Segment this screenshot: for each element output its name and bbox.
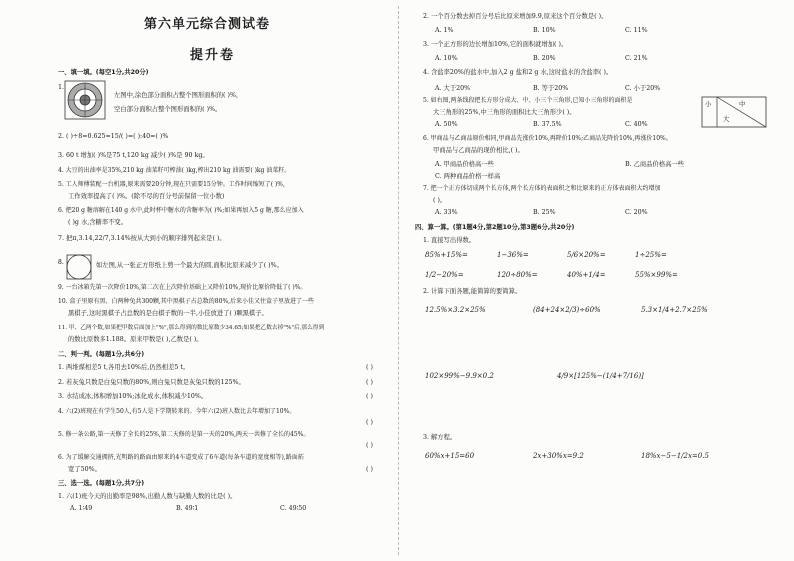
choice-3-option-c[interactable]: C. 21% (625, 55, 648, 62)
page-subtitle: 提升卷 (190, 48, 236, 63)
oral-7: 40%+1/4= (567, 271, 606, 279)
section-choose: 三、选一选。(每题1分,共7分) (58, 480, 145, 487)
column-divider (398, 6, 399, 555)
q11-line-a: 11. 甲、乙两个数,如果把甲数后面加上"%",那么得到的数比原数少34.65;如果把乙数去掉"%"后,那么得到 (58, 325, 325, 331)
choice-3-option-a[interactable]: A. 10% (435, 55, 458, 62)
oral-8: 55%×99%= (635, 271, 678, 279)
left-column (58, 0, 393, 561)
right-column (405, 0, 785, 561)
judge-5: 5. 修一条公路,第一天修了全长的25%,第二天修的是第一天的20%,两天一共修了全长的45%。 (58, 431, 310, 438)
choice-5-line-a: 5. 如右图,两条线段把长方形分成大、中、小三个三角形,已知小三角形的面积是 (423, 97, 633, 104)
q10-line-a: 10. 盒子里原有黑、白两种兔共300颗,其中黑棋子占总数的80%,后来小佳又往盒子里放进了一些 (58, 298, 315, 305)
judge-6-line-b: 宽了50%。 (68, 466, 101, 473)
choice-3: 3. 一个正方形的边长增加10%,它的面积就增加( )。 (423, 41, 568, 48)
choice-1: 1. 六(1)班今天的出勤率是98%,出勤人数与缺勤人数的比是( )。 (58, 493, 237, 500)
calc-4: 102×99%−9.9×0.2 (425, 372, 494, 380)
calc-1: 12.5%×3.2×25% (425, 306, 486, 314)
q5-line-a: 5. 工人师傅装配一台机器,原来需要20分钟,现在只需要15分钟。工作时间缩短了( )%, (58, 181, 285, 188)
square-circle-figure (58, 254, 92, 280)
q11-line-b: 的数比原数多1.188。原来甲数是( ),乙数是( )。 (68, 336, 203, 343)
q7: 7. 把π,3.14,22/7,3.14%按从大到小的顺序排列起来是( )。 (58, 235, 226, 242)
choice-5-option-c[interactable]: C. 40% (625, 121, 648, 128)
choice-6-option-b[interactable]: B. 乙商品价格高一些 (625, 161, 685, 168)
q1-line-a: 左图中,涂色部分面积占整个图形面积的( )%, (114, 92, 238, 99)
choice-4-option-b[interactable]: B. 等于20% (533, 85, 569, 92)
judge-2: 2. 若灰兔只数是白兔只数的80%,则白兔只数是灰兔只数的125%。 (58, 379, 245, 386)
oral-1: 85%+15%= (425, 251, 468, 259)
oral-2: 1−36%= (497, 251, 529, 259)
calc-3: 5.3×1/4+2.7×25% (641, 306, 708, 314)
judge-2-blank[interactable]: ( ) (366, 379, 373, 386)
choice-5-option-b[interactable]: B. 37.5% (533, 121, 562, 128)
choice-1-option-c[interactable]: C. 49∶50 (280, 505, 307, 512)
equation-3: 18%x−5−1/2x=0.5 (641, 452, 709, 460)
concentric-circle-figure (64, 80, 110, 120)
choice-7-line-b: ( )。 (433, 197, 447, 204)
calc-2: (84+24×2/3)÷60% (533, 306, 601, 314)
judge-4-blank[interactable]: ( ) (366, 419, 373, 426)
judge-6-blank[interactable]: ( ) (366, 466, 373, 473)
section-fill: 一、填一填。(每空1分,共20分) (58, 69, 149, 76)
svg-text:8.: 8. (58, 259, 64, 266)
q8: 如左图,从一张正方形纸上剪一个最大的圆,面积比原来减少了( )%。 (96, 262, 283, 269)
calc-5: 4/9×[125%−(1/4+7/16)] (557, 372, 644, 380)
q6-line-a: 6. 把20 g 糖溶解在140 g 水中,此时杯中糖水的含糖率为( )%;如果再加入5 g 糖,那么应加入 (58, 207, 304, 214)
section-calc: 四、算一算。(第1题4分,第2题10分,第3题6分,共20分) (415, 224, 575, 231)
choice-5-option-a[interactable]: A. 50% (435, 121, 458, 128)
q2: 2. ( )÷8=0.625=15/( )=( ):40=( )% (58, 133, 169, 140)
figure-label-mid: 中 (739, 101, 746, 108)
choice-2: 2. 一个百分数去掉百分号后比原来增加9.9,原来这个百分数是( )。 (423, 13, 608, 20)
q5-line-b: 工作效率提高了( )%。(除不尽的百分号前保留一位小数) (68, 193, 225, 200)
question-number: 1. (58, 84, 65, 91)
q4: 4. 大豆的出油率是35%,210 kg 油菜籽可榨油( )kg,榨出210 kg 油需要( )kg 油菜籽。 (58, 167, 291, 174)
oral-4: 1÷25%= (635, 251, 667, 259)
choice-7-option-c[interactable]: C. 20% (625, 209, 648, 216)
section-judge: 二、判一判。(每题1分,共6分) (58, 351, 145, 358)
judge-3-blank[interactable]: ( ) (366, 393, 373, 400)
choice-1-option-b[interactable]: B. 49∶1 (176, 505, 199, 512)
choice-2-option-a[interactable]: A. 1% (435, 27, 454, 34)
choice-4-option-c[interactable]: C. 小于20% (625, 85, 661, 92)
calc-part-1: 1. 直接写出得数。 (423, 237, 476, 244)
judge-5-blank[interactable]: ( ) (366, 442, 373, 449)
oral-5: 1/2−20%= (425, 271, 464, 279)
q3: 3. 60 t 增加( )%是75 t,120 kg 减少( )%是 90 kg。 (58, 152, 209, 159)
figure-label-big: 大 (723, 116, 730, 123)
page-title: 第六单元综合测试卷 (144, 17, 271, 32)
equation-2: 2x+30%x=9.2 (533, 452, 584, 460)
equation-1: 60%x+15=60 (425, 452, 475, 460)
q1-line-b: 空白部分面积占整个图形面积的( )%。 (114, 106, 222, 113)
judge-4: 4. 六(2)班现在有学生50人,有5人是下学期转来的。今年六(2)班人数比去年增加了10%。 (58, 408, 296, 415)
triangle-figure (701, 96, 767, 128)
choice-6-line-a: 6. 甲商品与乙商品原价相同,甲商品先涨价10%,再降价10%;乙商品先降价10%,再涨价10%。 (423, 135, 672, 142)
judge-3: 3. 水结成冰,体积增加10%;冰化成水,体积减少10%。 (58, 393, 208, 400)
choice-6-line-b: 甲商品与乙商品的现价相比,( )。 (433, 147, 524, 154)
oral-3: 5/6×20%= (567, 251, 606, 259)
calc-part-2: 2. 计算下面各题,能简算的要简算。 (423, 288, 522, 295)
calc-part-3: 3. 解方程。 (423, 434, 457, 441)
choice-7-option-a[interactable]: A. 33% (435, 209, 458, 216)
figure-label-small: 小 (705, 101, 712, 108)
choice-4-option-a[interactable]: A. 大于20% (435, 85, 471, 92)
q9: 9. 一台冰箱先第一次降价10%,第二次在上次降价基础上又降价10%,现价比原价降低了( )%。 (58, 284, 307, 291)
choice-2-option-b[interactable]: B. 10% (533, 27, 556, 34)
q6-line-b: ( )g 水,含糖率不变。 (68, 219, 128, 226)
judge-6-line-a: 6. 为了缓解交通拥挤,光明路的路面由原来的4车道变成了6车道(每条车道的宽度相等),路面拓 (58, 454, 304, 461)
judge-1: 1. 两堆煤相差5 t,各用去10%后,仍然相差5 t。 (58, 364, 190, 371)
choice-4: 4. 含盐率20%的盐水中,加入2 g 盐和2 g 水,这时盐水的含盐率( )。 (423, 69, 613, 76)
q10-line-b: 黑棋子,这时黑棋子占总数的是白棋子数的一半,小佳放进了( )颗黑棋子。 (68, 310, 268, 317)
oral-6: 120÷80%= (497, 271, 538, 279)
choice-6-option-a[interactable]: A. 甲商品价格高一些 (435, 161, 494, 168)
choice-2-option-c[interactable]: C. 11% (625, 27, 648, 34)
choice-6-option-c[interactable]: C. 两种商品价格一样高 (435, 173, 501, 180)
judge-1-blank[interactable]: ( ) (366, 364, 373, 371)
choice-3-option-b[interactable]: B. 20% (533, 55, 556, 62)
choice-1-option-a[interactable]: A. 1∶49 (70, 505, 93, 512)
choice-5-line-b: 大三角形的25%,中三角形的面积比大三角形少( )。 (433, 109, 576, 116)
choice-7-option-b[interactable]: B. 25% (533, 209, 556, 216)
choice-7-line-a: 7. 把一个正方体切成两个长方体,两个长方体的表面积之和比原来的正方体表面积大约增加 (423, 185, 661, 192)
